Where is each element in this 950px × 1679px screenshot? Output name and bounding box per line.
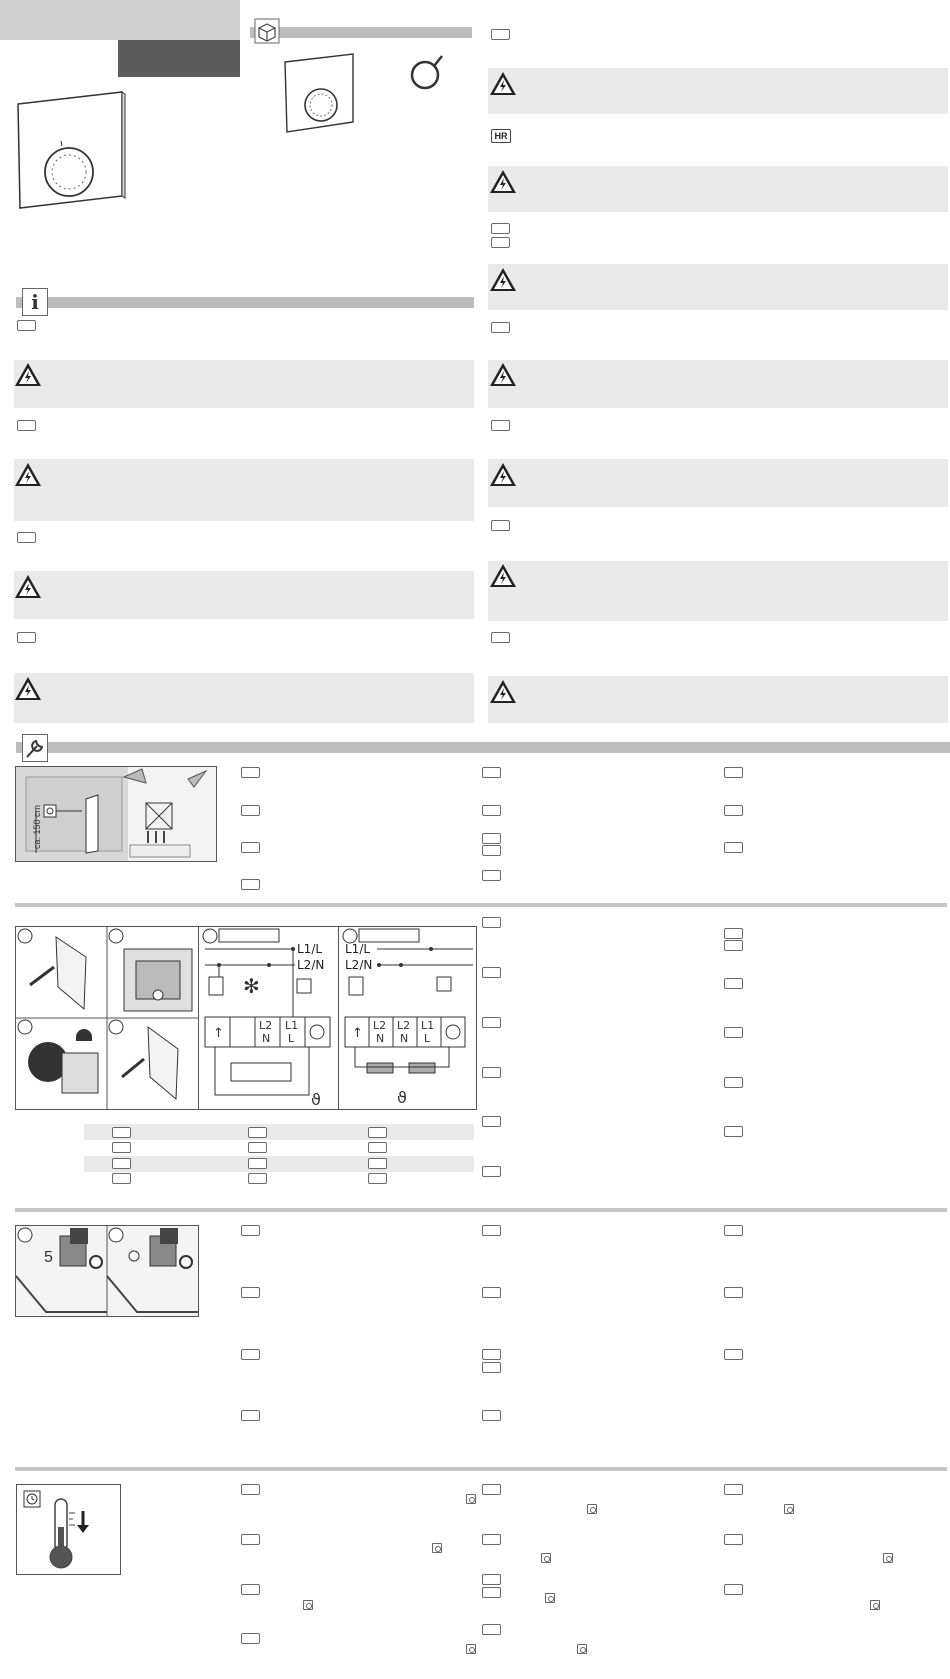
clock-icon [541,1553,551,1563]
language-code-box [724,767,743,778]
language-code-box [724,1225,743,1236]
line-l1-label: L1/L [297,942,323,956]
line-l2-label: L2/N [297,958,325,972]
language-code-box [491,520,510,531]
clock-icon [784,1504,794,1514]
warning-panel [488,676,948,723]
svg-text:L: L [288,1032,295,1045]
warning-panel [14,571,474,619]
language-code-box [724,842,743,853]
language-code-box [241,1633,260,1644]
section-separator [15,1467,947,1471]
clock-icon [870,1600,880,1610]
language-code-box [724,1534,743,1545]
info-icon: i [22,288,48,316]
language-code-box [482,1116,501,1127]
warning-lightning-icon [489,71,517,96]
language-code-box [491,322,510,333]
clock-icon [466,1494,476,1504]
line-l1-label: L1/L [345,942,371,956]
language-code-box [724,1126,743,1137]
language-code-box [491,223,510,234]
language-code-box [482,1410,501,1421]
language-code-box [368,1142,387,1153]
language-code-box [482,1225,501,1236]
language-code-box [724,1349,743,1360]
svg-text:L2: L2 [259,1019,273,1032]
warning-lightning-icon [489,462,517,487]
language-code-box [491,632,510,643]
language-code-box [241,879,260,890]
clock-icon [303,1600,313,1610]
section-bar-installation [16,742,950,753]
language-code-box [241,1349,260,1360]
language-code-box [482,870,501,881]
language-code-box [724,928,743,939]
warning-lightning-icon [14,676,42,701]
language-code-box [482,1287,501,1298]
warning-lightning-icon [489,563,517,588]
warning-lightning-icon [489,169,517,194]
legend-table [84,1124,474,1188]
hr-language-badge: HR [491,129,511,143]
header-tab [118,40,240,77]
language-code-box [724,1027,743,1038]
clock-icon [545,1593,555,1603]
language-code-box [112,1127,131,1138]
clock-icon [883,1553,893,1563]
mounting-steps-image [15,926,199,1110]
header-band [0,0,240,40]
svg-text:L1: L1 [285,1019,299,1032]
language-code-box [112,1158,131,1169]
clock-icon [466,1644,476,1654]
language-code-box [491,420,510,431]
language-code-box [482,1067,501,1078]
svg-text:↑: ↑ [213,1026,224,1041]
language-code-box [724,1484,743,1495]
language-code-box [248,1142,267,1153]
svg-text:5: 5 [44,1249,53,1266]
language-code-box [241,1287,260,1298]
language-code-box [482,845,501,856]
clock-icon [587,1504,597,1514]
thermostat-small-image [283,52,355,134]
warning-lightning-icon [14,362,42,387]
language-code-box [241,805,260,816]
warning-panel [488,166,948,212]
svg-text:L2: L2 [397,1019,411,1032]
clock-icon [432,1543,442,1553]
language-code-box [482,805,501,816]
language-code-box [248,1127,267,1138]
warning-lightning-icon [14,462,42,487]
wrench-icon [22,734,48,762]
theta-symbol: ϑ [311,1090,321,1109]
language-code-box [482,1362,501,1373]
warning-lightning-icon [14,574,42,599]
warning-lightning-icon [489,362,517,387]
warning-panel [14,673,474,723]
language-code-box [368,1158,387,1169]
line-l2-label: L2/N [345,958,373,972]
svg-text:N: N [376,1032,385,1045]
language-code-box [241,1410,260,1421]
language-code-box [724,1584,743,1595]
section-bar-delivery [250,27,472,38]
language-code-box [368,1127,387,1138]
language-code-box [482,1349,501,1360]
language-code-box [241,842,260,853]
language-code-box [241,1584,260,1595]
section-bar-info [16,297,474,308]
language-code-box [482,967,501,978]
language-code-box [241,1225,260,1236]
magnifier-icon [410,53,446,93]
language-code-box [724,978,743,989]
mounting-location-image [15,766,217,862]
language-code-box [482,767,501,778]
warning-lightning-icon [489,267,517,292]
warning-panel [14,360,474,408]
language-code-box [17,532,36,543]
language-code-box [491,29,510,40]
language-code-box [724,1077,743,1088]
language-code-box [482,1624,501,1635]
svg-text:L1: L1 [421,1019,435,1032]
language-code-box [482,1534,501,1545]
language-code-box [17,320,36,331]
wiring-diagram-heating [198,926,339,1110]
thermostat-front-image [14,88,126,210]
language-code-box [491,237,510,248]
warning-panel [488,264,948,310]
language-code-box [368,1173,387,1184]
svg-text:L2: L2 [373,1019,387,1032]
language-code-box [241,1534,260,1545]
language-code-box [482,1587,501,1598]
svg-text:L: L [424,1032,431,1045]
language-code-box [112,1142,131,1153]
warning-panel [488,68,948,114]
section-separator [15,903,947,907]
clock-icon [577,1644,587,1654]
language-code-box [482,1484,501,1495]
warning-panel [488,561,948,621]
language-code-box [482,1166,501,1177]
dial-limit-image [15,1225,199,1317]
language-code-box [482,1017,501,1028]
wiring-diagram-cooling [338,926,477,1110]
language-code-box [724,940,743,951]
svg-text:↑: ↑ [352,1026,363,1041]
warning-panel [14,459,474,521]
theta-symbol: ϑ [397,1088,407,1107]
language-code-box [241,1484,260,1495]
night-setback-image [16,1484,121,1575]
language-code-box [724,1287,743,1298]
svg-text:N: N [400,1032,409,1045]
language-code-box [248,1173,267,1184]
language-code-box [724,805,743,816]
svg-text:✻: ✻ [243,974,260,998]
language-code-box [248,1158,267,1169]
language-code-box [482,833,501,844]
box-icon [254,18,280,44]
svg-text:N: N [262,1032,271,1045]
language-code-box [17,420,36,431]
language-code-box [482,917,501,928]
height-label: ca. 150 cm [32,804,42,849]
warning-panel [488,459,948,507]
language-code-box [241,767,260,778]
language-code-box [112,1173,131,1184]
language-code-box [482,1574,501,1585]
section-separator [15,1208,947,1212]
warning-lightning-icon [489,679,517,704]
warning-panel [488,360,948,408]
language-code-box [17,632,36,643]
